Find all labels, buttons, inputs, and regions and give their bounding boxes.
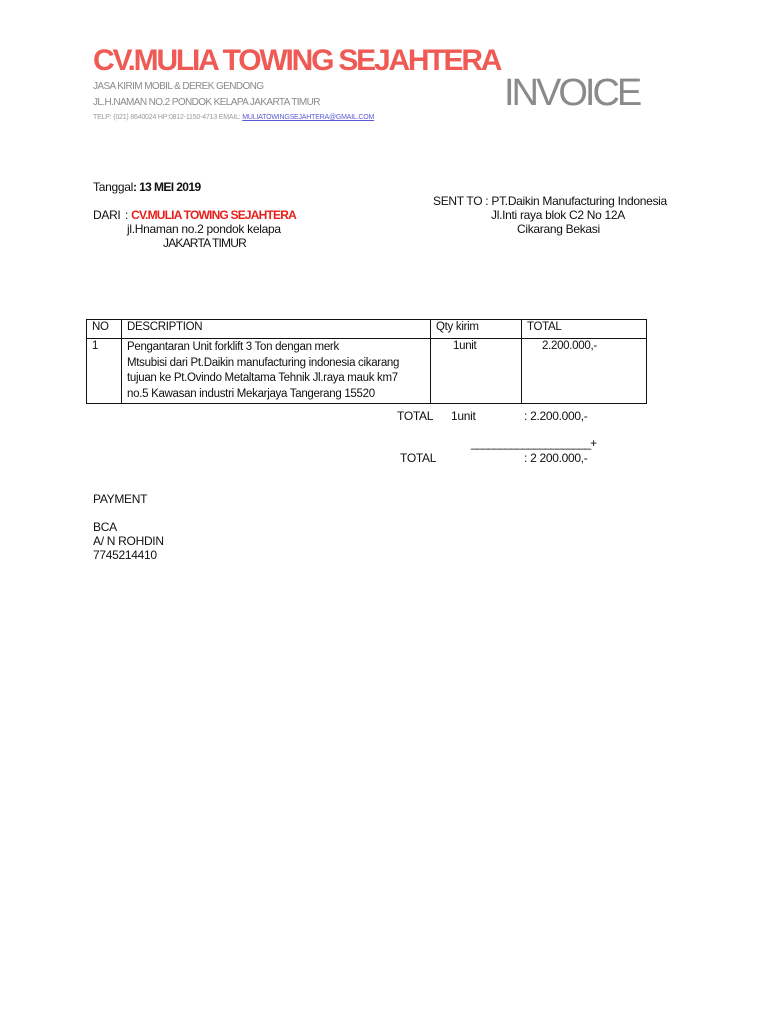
header-qty: Qty kirim: [431, 320, 522, 339]
to-label: SENT TO :: [433, 194, 489, 208]
payment-account-name: A/ N ROHDIN: [93, 534, 164, 548]
summary-separator: _____________________+: [471, 436, 597, 450]
date-line: [93, 180, 201, 194]
payment-account-number: 7745214410: [93, 548, 157, 562]
row-no: 1: [87, 339, 122, 404]
row-total: 2.200.000,-: [522, 339, 647, 404]
contact-text: TELP: (021) 8640024 HP:0812-1150-4713 EMAIL:: [93, 114, 243, 121]
row-qty: 1unit: [431, 339, 522, 404]
from-sep: :: [125, 208, 132, 222]
email-link[interactable]: MULIATOWINGSEJAHTERA@GMAIL.COM: [242, 114, 375, 121]
company-contact: [93, 114, 374, 121]
grand-total-label: TOTAL: [400, 451, 437, 465]
company-name: CV.MULIA TOWING SEJAHTERA: [93, 44, 501, 77]
header-total: TOTAL: [522, 320, 647, 339]
from-label: DARI: [93, 208, 121, 222]
from-address-2: JAKARTA TIMUR: [163, 236, 246, 250]
table-header-row: [87, 320, 647, 339]
date-sep: :: [132, 180, 140, 194]
items-table: [86, 319, 647, 404]
to-address-2: Cikarang Bekasi: [517, 222, 600, 236]
to-address-1: Jl.Inti raya blok C2 No 12A: [491, 208, 625, 222]
date-value: 13 MEI 2019: [139, 180, 201, 194]
company-address: JL.H.NAMAN NO.2 PONDOK KELAPA JAKARTA TIMUR: [93, 97, 320, 108]
header-description: DESCRIPTION: [122, 320, 431, 339]
date-label: Tanggal: [93, 180, 133, 194]
header-no: NO: [87, 320, 122, 339]
payment-label: PAYMENT: [93, 492, 148, 506]
summary-total-value: : 2.200.000,-: [524, 409, 588, 423]
from-name: CV.MULIA TOWING SEJAHTERA: [131, 208, 296, 222]
document-type: INVOICE: [504, 72, 640, 114]
summary-total-label: TOTAL: [397, 409, 434, 423]
description-line: tujuan ke Pt.Ovindo Metaltama Tehnik Jl.raya mauk km7: [127, 372, 398, 384]
summary-total-qty: 1unit: [451, 409, 476, 423]
table-row: [87, 339, 647, 404]
description-line: Mtsubisi dari Pt.Daikin manufacturing indonesia cikarang: [127, 356, 400, 369]
payment-bank: BCA: [93, 520, 117, 534]
to-name: PT.Daikin Manufacturing Indonesia: [491, 194, 667, 208]
to-line: [433, 194, 667, 208]
row-description: [122, 339, 431, 404]
company-tagline: JASA KIRIM MOBIL & DEREK GENDONG: [93, 81, 264, 92]
description-line: no.5 Kawasan industri Mekarjaya Tangerang 15520: [127, 387, 375, 400]
from-name-line: [125, 208, 296, 222]
from-address-1: jl.Hnaman no.2 pondok kelapa: [127, 222, 281, 236]
description-line: Pengantaran Unit forklift 3 Ton dengan merk: [127, 341, 339, 353]
grand-total-value: : 2 200.000,-: [524, 451, 588, 465]
